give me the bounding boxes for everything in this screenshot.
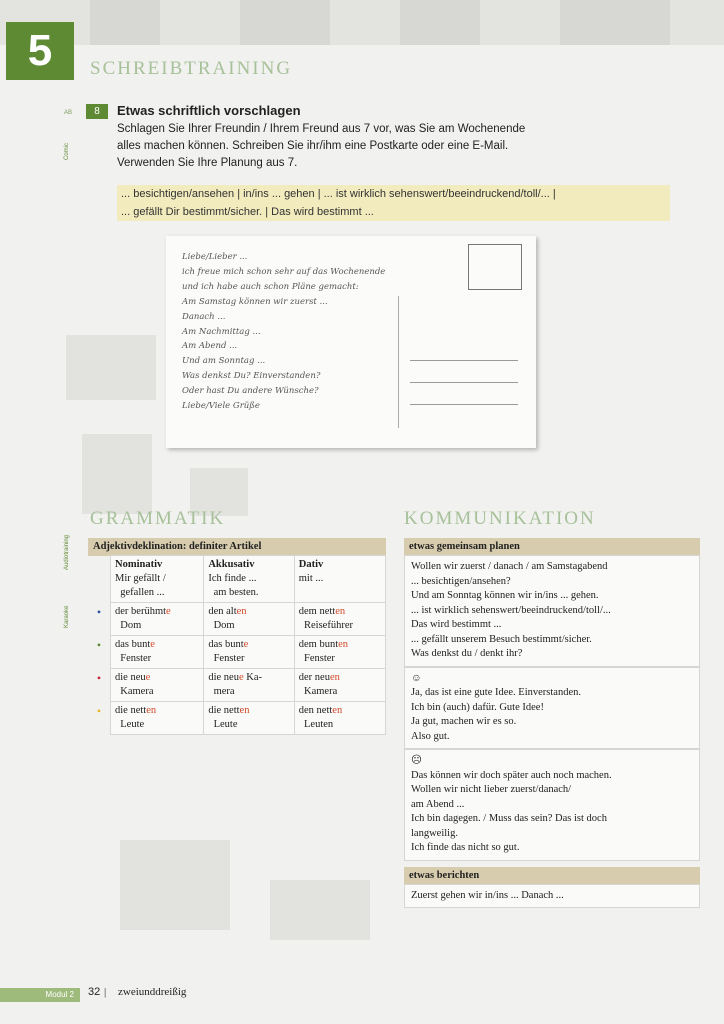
show-through-image xyxy=(270,880,370,940)
ending-highlight: en xyxy=(332,705,343,716)
ab-label: AB xyxy=(64,110,73,116)
table-cell: den netten Leuten xyxy=(294,702,385,735)
bullet-dot: • xyxy=(88,603,111,636)
faded-image xyxy=(90,0,160,45)
table-row xyxy=(88,702,386,735)
phrase-line: Zuerst gehen wir in/ins ... Danach ... xyxy=(411,889,564,901)
grammar-heading: GRAMMATIK xyxy=(90,508,226,529)
postcard-line: und ich habe auch schon Pläne gemacht: xyxy=(182,281,359,292)
table-row xyxy=(88,669,386,702)
ending-highlight: en xyxy=(338,639,349,650)
postcard-line: Was denkst Du? Einverstanden? xyxy=(182,371,321,382)
phrase-line: ... ist wirklich sehenswert/beeindruckend/toll/... xyxy=(411,604,611,616)
phrase-line: Ich bin (auch) dafür. Gute Idee! xyxy=(411,701,544,713)
column-header: Akkusativ Ich finde ... am besten. xyxy=(204,556,294,603)
address-line xyxy=(410,382,518,383)
bullet-dot: • xyxy=(88,702,111,735)
comic-label[interactable]: Comic xyxy=(64,142,70,160)
positive-block xyxy=(404,667,700,750)
table-cell: die neue Ka- mera xyxy=(204,669,294,702)
table-row xyxy=(88,636,386,669)
karaoke-label[interactable]: Karaoke xyxy=(64,605,70,628)
table-cell: der neuen Kamera xyxy=(294,669,385,702)
postcard-line: ich freue mich schon sehr auf das Wochenende xyxy=(182,266,386,277)
ending-highlight: e xyxy=(150,639,155,650)
grammar-table xyxy=(88,538,386,735)
ending-highlight: e xyxy=(243,639,249,650)
table-cell: dem netten Reiseführer xyxy=(294,603,385,636)
ending-highlight: en xyxy=(146,705,157,716)
phrase-box xyxy=(117,185,670,221)
faded-image xyxy=(560,0,670,45)
phrase-line: am Abend ... xyxy=(411,798,465,810)
postcard xyxy=(166,236,536,448)
phrase-line: Und am Sonntag können wir in/ins ... gehen. xyxy=(411,590,599,601)
table-cell: den alten Dom xyxy=(204,603,294,636)
kommunikation-heading: KOMMUNIKATION xyxy=(404,508,596,529)
chapter-number: 5 xyxy=(6,22,74,80)
audiotraining-label[interactable]: Audiotraining xyxy=(64,534,70,570)
show-through-image xyxy=(120,840,230,930)
page-number-word: zweiunddreißig xyxy=(118,986,187,998)
ending-highlight: e xyxy=(166,606,171,617)
bullet-dot: • xyxy=(88,636,111,669)
ending-highlight: en xyxy=(236,606,247,617)
column-header: Dativ mit ... xyxy=(294,556,385,603)
phrase-block xyxy=(404,884,700,909)
phrase-block xyxy=(404,555,700,667)
phrase-line: Das wird bestimmt ... xyxy=(411,619,502,630)
smiley-icon: ☺ xyxy=(411,672,422,684)
column-header: Nominativ Mir gefällt / gefallen ... xyxy=(111,556,204,603)
bullet-dot: • xyxy=(88,669,111,702)
phrase-line: langweilig. xyxy=(411,827,458,839)
instruction-line: Verwenden Sie Ihre Planung aus 7. xyxy=(117,157,298,169)
postcard-line: Am Abend ... xyxy=(182,341,238,352)
ending-highlight: e xyxy=(238,672,244,683)
postcard-line: Oder hast Du andere Wünsche? xyxy=(182,386,319,397)
phrase-line: ... gefällt Dir bestimmt/sicher. | Das wird bestimmt ... xyxy=(121,206,374,218)
table-cell: das bunte Fenster xyxy=(111,636,204,669)
phrase-line: Also gut. xyxy=(411,730,450,742)
module-tag: Modul 2 xyxy=(0,988,80,1002)
section-title: SCHREIBTRAINING xyxy=(90,58,293,79)
phrase-line: Ja, das ist eine gute Idee. Einverstanden. xyxy=(411,687,581,698)
postcard-line: Liebe/Viele Grüße xyxy=(182,401,260,412)
show-through-image xyxy=(82,434,152,514)
phrase-line: ... besichtigen/ansehen | in/ins ... gehen | ... ist wirklich sehenswert/beeindruckend/toll/... | xyxy=(121,188,556,200)
address-line xyxy=(410,360,518,361)
table-cell: die netten Leute xyxy=(111,702,204,735)
ending-highlight: en xyxy=(329,672,340,683)
address-line xyxy=(410,404,518,405)
postcard-line: Am Nachmittag ... xyxy=(182,326,261,337)
postcard-line: Am Samstag können wir zuerst ... xyxy=(182,296,328,307)
table-cell: die netten Leute xyxy=(204,702,294,735)
phrase-line: Ja gut, machen wir es so. xyxy=(411,716,517,727)
top-strip xyxy=(0,0,724,45)
table-cell: dem bunten Fenster xyxy=(294,636,385,669)
phrase-line: Was denkst du / denkt ihr? xyxy=(411,648,523,659)
grammar-table-title: Adjektivdeklination: definiter Artikel xyxy=(88,538,386,556)
postcard-divider xyxy=(398,296,399,428)
exercise-instructions xyxy=(117,121,617,172)
show-through-image xyxy=(66,335,156,400)
ending-highlight: en xyxy=(335,606,346,617)
ending-highlight: e xyxy=(145,672,151,683)
page-number: 32 xyxy=(88,986,101,998)
table-cell: das bunte Fenster xyxy=(204,636,294,669)
table-header-row xyxy=(88,556,386,603)
stamp-box xyxy=(468,244,522,290)
faded-image xyxy=(400,0,480,45)
negative-block xyxy=(404,749,700,861)
footer-separator: | xyxy=(104,986,107,998)
table-cell: der berühmte Dom xyxy=(111,603,204,636)
instruction-line: alles machen können. Schreiben Sie ihr/ihm eine Postkarte oder eine E-Mail. xyxy=(117,140,509,152)
kommunikation-panel xyxy=(404,538,700,908)
ending-highlight: en xyxy=(239,705,250,716)
phrase-line: ... gefällt unserem Besuch bestimmt/sicher. xyxy=(411,633,592,645)
postcard-line: Und am Sonntag ... xyxy=(182,356,266,367)
phrase-line: Wollen wir nicht lieber zuerst/danach/ xyxy=(411,784,572,795)
instruction-line: Schlagen Sie Ihrer Freundin / Ihrem Freund aus 7 vor, was Sie am Wochenende xyxy=(117,123,526,135)
faded-image xyxy=(240,0,330,45)
postcard-line: Liebe/Lieber ... xyxy=(182,252,248,262)
phrase-line: Wollen wir zuerst / danach / am Samstagabend xyxy=(411,561,608,572)
table-cell: die neue Kamera xyxy=(111,669,204,702)
phrase-line: Das können wir doch später auch noch machen. xyxy=(411,769,612,781)
section-title: etwas berichten xyxy=(404,867,700,884)
phrase-line: Ich finde das nicht so gut. xyxy=(411,842,520,853)
exercise-title: Etwas schriftlich vorschlagen xyxy=(117,103,301,118)
exercise-number: 8 xyxy=(86,104,108,119)
section-title: etwas gemeinsam planen xyxy=(404,538,700,555)
frown-icon: ☹ xyxy=(411,755,422,766)
postcard-text xyxy=(182,250,385,414)
phrase-line: Ich bin dagegen. / Muss das sein? Das ist doch xyxy=(411,813,607,824)
phrase-line: ... besichtigen/ansehen? xyxy=(411,575,511,587)
postcard-line: Danach ... xyxy=(182,311,226,322)
table-row xyxy=(88,603,386,636)
